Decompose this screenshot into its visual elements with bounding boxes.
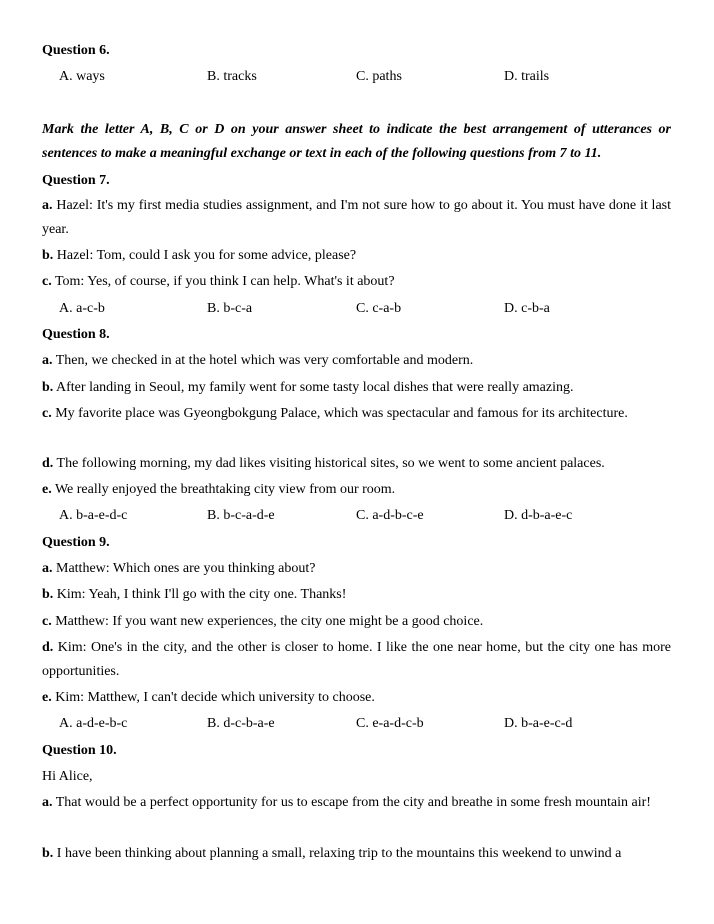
option-a: A. a-d-e-b-c bbox=[59, 716, 128, 731]
item-text: That would be a perfect opportunity for us to escape from the city and breathe in some fresh mountain air! bbox=[52, 795, 651, 810]
item-text: Kim: Yeah, I think I'll go with the city one. Thanks! bbox=[53, 587, 347, 602]
item-label: b. bbox=[42, 380, 54, 395]
item-label: b. bbox=[42, 248, 54, 263]
item-label: c. bbox=[42, 406, 52, 421]
item-text: Then, we checked in at the hotel which was very comfortable and modern. bbox=[52, 353, 474, 368]
question-7-item-b bbox=[42, 244, 671, 268]
question-6-options bbox=[42, 68, 671, 86]
letter-greeting: Hi Alice, bbox=[42, 769, 93, 784]
question-10-item-b bbox=[42, 842, 671, 866]
question-8-item-b bbox=[42, 376, 671, 400]
item-label: b. bbox=[42, 587, 54, 602]
item-label: b. bbox=[42, 846, 54, 861]
item-label: a. bbox=[42, 795, 53, 810]
option-c: C. c-a-b bbox=[356, 301, 402, 316]
item-text: We really enjoyed the breathtaking city view from our room. bbox=[51, 482, 396, 497]
option-c: C. e-a-d-c-b bbox=[356, 716, 424, 731]
question-9-item-c bbox=[42, 610, 671, 634]
question-9-title: Question 9. bbox=[42, 535, 110, 550]
option-b: B. d-c-b-a-e bbox=[207, 716, 275, 731]
option-d: D. b-a-e-c-d bbox=[504, 716, 573, 731]
item-text: Kim: Matthew, I can't decide which university to choose. bbox=[51, 690, 375, 705]
option-b: B. b-c-a bbox=[207, 301, 253, 316]
question-9-options bbox=[42, 715, 671, 733]
option-d: D. trails bbox=[504, 69, 550, 84]
option-a: A. ways bbox=[59, 69, 105, 84]
option-b: B. tracks bbox=[207, 69, 257, 84]
question-8-item-e bbox=[42, 478, 671, 502]
question-9-item-a bbox=[42, 557, 671, 581]
item-label: e. bbox=[42, 690, 52, 705]
item-label: e. bbox=[42, 482, 52, 497]
item-text: I have been thinking about planning a small, relaxing trip to the mountains this weekend to unwind a bbox=[53, 846, 622, 861]
item-label: a. bbox=[42, 353, 53, 368]
question-10-item-a bbox=[42, 791, 671, 815]
question-9-item-d bbox=[42, 636, 671, 684]
item-text: Matthew: Which ones are you thinking about? bbox=[52, 561, 316, 576]
item-text: My favorite place was Gyeongbokgung Palace, which was spectacular and famous for its architecture. bbox=[51, 406, 628, 421]
item-text: The following morning, my dad likes visiting historical sites, so we went to some ancient palaces. bbox=[53, 456, 605, 471]
question-9-item-b bbox=[42, 583, 671, 607]
option-c: C. a-d-b-c-e bbox=[356, 508, 424, 523]
item-text: Hazel: Tom, could I ask you for some advice, please? bbox=[53, 248, 357, 263]
question-9-item-e bbox=[42, 686, 671, 710]
question-6-title: Question 6. bbox=[42, 43, 110, 58]
option-c: C. paths bbox=[356, 69, 402, 84]
question-8-title: Question 8. bbox=[42, 327, 110, 342]
section-instruction: Mark the letter A, B, C or D on your answer sheet to indicate the best arrangement of utterances or sentences to make a meaningful exchange or text in each of the following questions from 7 to 11. bbox=[42, 122, 671, 161]
question-7-item-a bbox=[42, 194, 671, 242]
item-label: d. bbox=[42, 456, 54, 471]
option-a: A. a-c-b bbox=[59, 301, 105, 316]
item-label: a. bbox=[42, 198, 53, 213]
item-text: Kim: One's in the city, and the other is closer to home. I like the one near home, but the city one has more opportunities. bbox=[42, 640, 671, 679]
option-a: A. b-a-e-d-c bbox=[59, 508, 128, 523]
item-text: After landing in Seoul, my family went for some tasty local dishes that were really amazing. bbox=[53, 380, 574, 395]
item-text: Tom: Yes, of course, if you think I can help. What's it about? bbox=[51, 274, 395, 289]
question-7-item-c bbox=[42, 270, 671, 294]
item-label: c. bbox=[42, 614, 52, 629]
option-d: D. d-b-a-e-c bbox=[504, 508, 573, 523]
question-8-options bbox=[42, 507, 671, 525]
question-7-title: Question 7. bbox=[42, 173, 110, 188]
question-8-item-a bbox=[42, 349, 671, 373]
item-label: a. bbox=[42, 561, 53, 576]
item-label: c. bbox=[42, 274, 52, 289]
question-10-title: Question 10. bbox=[42, 743, 117, 758]
item-text: Hazel: It's my first media studies assignment, and I'm not sure how to go about it. You must have done it last year. bbox=[42, 198, 671, 237]
question-7-options bbox=[42, 300, 671, 318]
option-d: D. c-b-a bbox=[504, 301, 550, 316]
question-8-item-c bbox=[42, 402, 671, 426]
item-label: d. bbox=[42, 640, 54, 655]
question-8-item-d bbox=[42, 452, 671, 476]
item-text: Matthew: If you want new experiences, the city one might be a good choice. bbox=[51, 614, 484, 629]
option-b: B. b-c-a-d-e bbox=[207, 508, 275, 523]
